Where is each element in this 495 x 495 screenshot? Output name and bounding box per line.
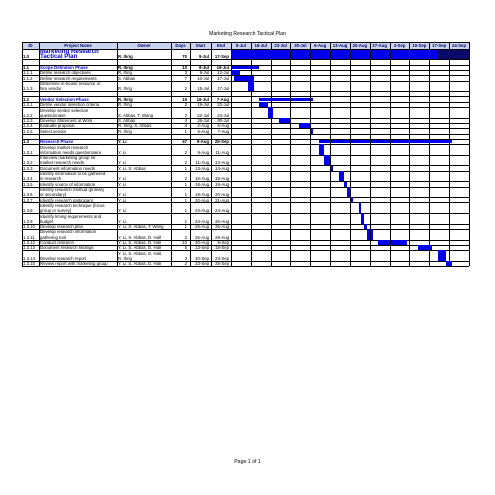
week-header: 13-Aug [332, 43, 348, 48]
cell-task: Document information needs [40, 165, 95, 171]
cell-task: Identify information to be gathered in research [40, 171, 106, 182]
cell-id: 1.2.1 [23, 102, 33, 108]
cell-start: 20-Aug [195, 197, 209, 203]
cell-id: 1.3.6 [23, 192, 33, 198]
cell-start: 25-Aug [195, 224, 209, 229]
cell-owner: Y. Li [118, 218, 127, 224]
cell-days: 1 [184, 128, 187, 134]
cell-start: 13-Aug [195, 165, 209, 171]
cell-end: 14-Aug [215, 165, 229, 171]
cell-owner: Y. Li, S. Abbas, D. Hall [118, 239, 161, 245]
cell-start: 26-Aug [195, 234, 209, 240]
cell-owner: Y. Li, S. Abbas, D. Hall [118, 234, 161, 240]
cell-start: 26-Jul [197, 118, 209, 123]
cell-end: 19-Jul [216, 65, 229, 70]
grid-line [469, 42, 470, 266]
cell-owner: R. Ihrig [118, 102, 132, 108]
cell-id: 1.3.15 [23, 261, 35, 267]
cell-days: 3 [184, 255, 187, 261]
cell-owner: Y. Li [118, 208, 127, 214]
cell-task: Interview marketing group for market research needs [40, 155, 96, 166]
phase-bar [231, 66, 259, 69]
cell-id: 1.3.2 [23, 160, 33, 166]
cell-end: 28-Aug [215, 234, 229, 240]
week-header: 27-Aug [372, 43, 387, 48]
cell-owner: R. Ihrig, S. Abbas [118, 123, 152, 129]
grid-line [429, 42, 430, 266]
cell-days: 70 [182, 54, 187, 60]
grid-line [271, 42, 272, 266]
task-bar [359, 203, 362, 214]
cell-start: 19-Jul [197, 102, 209, 108]
cell-days: 2 [184, 261, 187, 267]
project-bar [231, 49, 438, 60]
cell-id: 1.3.4 [23, 176, 33, 182]
grid-line [22, 250, 469, 251]
cell-id: 1.3.13 [23, 245, 35, 251]
cell-end: 17-Sep [214, 54, 229, 60]
grid-line [449, 42, 450, 266]
cell-id: 1.3 [23, 139, 29, 145]
cell-task: Scope Definition Phase [40, 65, 88, 70]
cell-days: 1 [184, 192, 187, 198]
week-header: 24-Sep [451, 43, 467, 48]
cell-task: Identify source of information [40, 181, 96, 187]
cell-owner: R. Ihrig [118, 65, 133, 70]
cell-end: 17-Jul [217, 86, 229, 92]
cell-days: 2 [184, 234, 187, 240]
task-bar [361, 213, 364, 224]
cell-days: 2 [184, 176, 187, 182]
cell-days: 1 [184, 208, 187, 214]
cell-days: 10 [182, 239, 187, 245]
cell-start: 9-Jul [198, 54, 209, 60]
cell-task: Identify research method (primary or secondary) [40, 187, 105, 198]
cell-owner: Y. Li [118, 149, 127, 155]
cell-start: 2-Aug [197, 123, 209, 129]
cell-end: 23-Sep [215, 255, 229, 261]
cell-owner: Y. Li [118, 176, 127, 182]
cell-id: 1.0 [23, 54, 29, 60]
grid-line [330, 42, 331, 266]
cell-task: Conduct research [40, 239, 74, 245]
cell-id: 1.3.8 [23, 208, 33, 214]
cell-owner: Y. Li, S. Abbas, D. Hall, R. Ihrig [118, 250, 163, 261]
week-header: 3-Sep [393, 43, 406, 48]
cell-task: Evaluate proposal [40, 123, 75, 129]
cell-days: 10 [182, 65, 187, 70]
cell-id: 1.3.5 [23, 181, 33, 187]
cell-end: 13-Aug [215, 160, 229, 166]
phase-bar [259, 98, 313, 101]
cell-start: 20-Sep [195, 255, 209, 261]
cell-start: 13-Sep [195, 245, 209, 251]
cell-owner: S. Abbas [118, 75, 136, 81]
cell-id: 1.1 [23, 65, 29, 70]
week-header: 17-Sep [432, 43, 447, 48]
cell-task: Develop vendor selection questionnaire [40, 107, 89, 118]
cell-start: 6-Aug [197, 128, 209, 134]
cell-id: 1.3.3 [23, 165, 33, 171]
cell-id: 1.3.10 [23, 224, 35, 229]
cell-start: 18-Aug [195, 181, 209, 187]
cell-end: 18-Sep [215, 245, 229, 251]
cell-end: 7-Aug [217, 128, 229, 134]
grid-line [290, 42, 291, 266]
cell-start: 9-Jul [199, 70, 209, 76]
cell-owner: Y. Li [118, 139, 127, 145]
cell-id: 1.2.3 [23, 118, 33, 123]
cell-days: 5 [184, 245, 187, 251]
cell-days: 1 [184, 181, 187, 187]
cell-task: Research Phase [40, 139, 74, 145]
cell-id: 1.1.3 [23, 86, 33, 92]
grid-line [251, 42, 252, 266]
cell-days: 4 [184, 123, 187, 129]
cell-start: 23-Sep [195, 261, 209, 267]
cell-owner: Y. Li, S. Abbas, D. Hall [118, 261, 161, 267]
column-header-end: End [216, 43, 226, 48]
cell-task: Develop research information gathering tool [40, 229, 97, 240]
cell-id: 1.3.11 [23, 234, 35, 240]
grid-line [409, 42, 410, 266]
grid-line [211, 42, 212, 266]
cell-id: 1.1.2 [23, 75, 33, 81]
cell-end: 26-Aug [215, 224, 229, 229]
cell-owner: Y. Li [118, 160, 127, 166]
week-header: 10-Sep [412, 43, 427, 48]
cell-owner: R. Ihrig [118, 70, 132, 76]
week-header: 23-Jul [274, 43, 287, 48]
cell-end: 24-Jul [217, 112, 229, 118]
cell-owner: Y. Li [118, 181, 127, 187]
page-title: Marketing Research Tactical Plan [209, 31, 286, 37]
cell-end: 11-Aug [215, 149, 229, 155]
cell-task: Review report with marketing group [40, 261, 108, 267]
cell-owner: Y. Li, S. Abbas, D. Hall [118, 245, 161, 251]
cell-days: 4 [184, 118, 187, 123]
cell-owner: R. Ihrig [118, 128, 132, 134]
cell-start: 23-Aug [195, 208, 209, 214]
cell-end: 21-Aug [215, 197, 229, 203]
cell-end: 30-Jul [217, 118, 229, 123]
column-header-owner: Owner [137, 43, 151, 48]
cell-task: Develop Statement of Work [40, 118, 93, 123]
cell-owner: Y. Li [118, 192, 127, 198]
cell-start: 10-Jul [197, 75, 209, 81]
cell-days: 3 [184, 102, 187, 108]
cell-end: 6-Aug [217, 123, 229, 129]
grid-line [22, 266, 469, 267]
cell-owner: R. Ihrig [118, 54, 133, 60]
cell-days: 2 [184, 160, 187, 166]
cell-task: Document research findings [40, 245, 94, 251]
cell-id: 1.3.14 [23, 255, 35, 261]
cell-start: 19-Aug [195, 192, 209, 198]
cell-id: 1.2.4 [23, 123, 33, 129]
phase-bar [319, 140, 452, 143]
cell-task: Develop market research information needs questionnaire [40, 144, 102, 155]
week-header: 6-Aug [314, 43, 327, 48]
grid-line [310, 42, 311, 266]
grid-line [22, 49, 469, 50]
cell-end: 19-Aug [215, 181, 229, 187]
cell-end: 25-Aug [215, 218, 229, 224]
cell-end: 12-Jul [217, 70, 229, 76]
cell-start: 22-Jul [197, 112, 209, 118]
cell-id: 1.1.1 [23, 70, 33, 76]
cell-task: Select vendor [40, 128, 67, 134]
grid-line [171, 42, 172, 266]
cell-task: Marketing Research Tactical Plan [40, 49, 99, 60]
grid-line [22, 134, 469, 135]
cell-owner: S. Abbas, T. Wang [118, 112, 154, 118]
cell-owner: S. Abbas [118, 118, 136, 123]
grid-line [39, 42, 40, 266]
cell-task: Define research requirements [40, 75, 97, 81]
week-header: 16-Jul [254, 43, 267, 48]
cell-owner: Y. Li [118, 197, 127, 203]
cell-task: Vendor Selection Phase [40, 96, 89, 102]
cell-days: 2 [184, 112, 187, 118]
cell-task: Develop research plan [40, 224, 83, 229]
cell-days: 3 [184, 70, 187, 76]
cell-days: 1 [184, 197, 187, 203]
cell-days: 47 [182, 139, 187, 145]
grid-line [22, 96, 469, 97]
cell-start: 9-Aug [197, 149, 209, 155]
grid-line [22, 59, 469, 60]
week-header: 30-Jul [294, 43, 307, 48]
cell-owner: Y. Li, S. Abbas, T. Wang [118, 224, 164, 229]
task-bar [319, 144, 325, 155]
gantt-sheet [22, 42, 469, 383]
cell-end: 22-Jul [217, 102, 229, 108]
cell-task: Identify timing requirements and budget [40, 213, 102, 224]
cell-owner: R. Ihrig [118, 86, 132, 92]
cell-task: Identify research technique (focus group or survey) [40, 202, 105, 214]
cell-end: 24-Aug [215, 208, 229, 214]
task-bar [339, 171, 345, 182]
cell-start: 11-Aug [195, 160, 209, 166]
cell-id: 1.3.12 [23, 239, 35, 245]
cell-id: 1.2.2 [23, 112, 33, 118]
cell-days: 7 [184, 75, 187, 81]
cell-id: 1.3.7 [23, 197, 33, 203]
cell-start: 16-Aug [195, 176, 209, 182]
grid-line [22, 139, 469, 140]
cell-owner: R. Ihrig [118, 96, 133, 102]
cell-end: 20-Aug [215, 192, 229, 198]
cell-start: 9-Aug [196, 139, 209, 145]
cell-start: 15-Jul [197, 86, 209, 92]
cell-days: 1 [184, 218, 187, 224]
task-bar [438, 250, 447, 261]
cell-start: 19-Jul [196, 96, 209, 102]
cell-start: 24-Aug [195, 218, 209, 224]
cell-end: 25-Sep [214, 139, 229, 145]
cell-task: Define vendor selection criteria [40, 102, 99, 108]
cell-end: 17-Jul [217, 75, 229, 81]
cell-end: 7-Aug [216, 96, 229, 102]
cell-owner: Y. Li, S. Abbas [118, 165, 146, 171]
cell-id: 1.2 [23, 96, 29, 102]
week-header: 20-Aug [352, 43, 368, 48]
cell-id: 1.3.1 [23, 149, 33, 155]
cell-id: 1.2.5 [23, 128, 33, 134]
cell-days: 1 [184, 165, 187, 171]
cell-days: 2 [184, 86, 187, 92]
grid-line [22, 91, 469, 92]
column-header-task: Project Name [64, 43, 92, 48]
grid-line [370, 42, 371, 266]
cell-task: Determine in-house resource or hire vendor [40, 81, 101, 92]
cell-end: 25-Sep [215, 261, 229, 267]
cell-days: 2 [184, 149, 187, 155]
grid-line [22, 42, 23, 266]
cell-end: 9-Sep [217, 239, 229, 245]
column-header-start: Start [195, 43, 206, 48]
cell-task: Define research objectives [40, 70, 91, 76]
cell-days: 19 [182, 96, 187, 102]
cell-task: Identify research participant [40, 197, 93, 203]
page-footer: Page 1 of 1 [234, 459, 261, 465]
week-header: 9-Jul [235, 43, 246, 48]
cell-start: 30-Aug [195, 239, 209, 245]
grid-line [350, 42, 351, 266]
grid-line [22, 42, 469, 43]
cell-task: Develop research report [40, 255, 87, 261]
cell-id: 1.3.9 [23, 218, 33, 224]
grid-line [22, 65, 469, 66]
cell-start: 9-Jul [198, 65, 209, 70]
column-header-days: Days [175, 43, 186, 48]
grid-line [117, 42, 118, 266]
cell-days: 1 [184, 224, 187, 229]
grid-line [231, 42, 232, 266]
cell-end: 18-Aug [215, 176, 229, 182]
grid-line [190, 42, 191, 266]
grid-line [390, 42, 391, 266]
column-header-id: ID [28, 43, 33, 48]
